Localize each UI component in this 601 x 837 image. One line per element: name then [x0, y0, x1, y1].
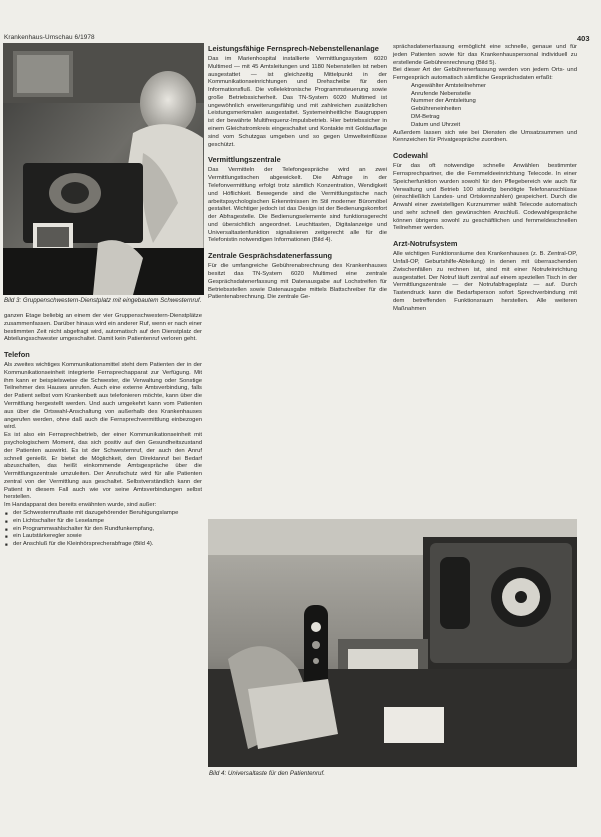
paragraph: Bei dieser Art der Gebührenerfassung werden von jedem Orts- und Ferngespräch automatisch sämtliche Gesprächsdaten erfaßt:	[393, 67, 577, 82]
section-heading-arzt-notruf: Arzt-Notrufsystem	[393, 239, 458, 249]
list-item: ■ der Schwesternruftaste mit dazugehörender Beruhigungslampe	[13, 510, 202, 518]
section-heading-leistung: Leistungsfähige Fernsprech-Nebenstellenanlage	[208, 44, 379, 53]
figure-4-caption: Bild 4: Universaltaste für den Patientenruf.	[209, 770, 325, 777]
paragraph: Das im Marienhospital installierte Vermittlungssystem 6020 Multimed — mit 45 Amtsleitungen und 1180 Nebenstellen ist neben ausgestattet — ist gleichzeitig Mittelpunkt in der Kommunikationseinrichtungen und Drehscheibe für den Informationsfluß. Die vollelektronische Programmsteuerung sowie große Betriebssicherheit. Das TN-System 6020 Multimed ist ungewöhnlich erweiterungsfähig und mit zahlreichen zusätzlichen Leistungsmerkmalen ausgestattet. Systemeinheitliche Baugruppen ist der bewährte Multifrequenz-Impulsbetrieb. Hier betriebssicher in einem Gleichstromkreis eingeschaltet und Kontakte mit Goldauflage sind vom Schutzgas umgeben und so gegen Umwelteinflüsse geschützt.	[208, 56, 387, 148]
section-heading-codewahl: Codewahl	[393, 151, 428, 161]
list-item: Nummer der Amtsleitung	[411, 98, 476, 105]
figure-3-photo	[3, 43, 204, 295]
paragraph: Als zweites wichtiges Kommunikationsmittel steht dem Patienten der in der Kommunikationseinheit integrierte Fernsprechapparat zur Verfügung. Mit ihm kann er beispielsweise die Schwester, die Verwaltung oder Sonstige Teilnehmer des Hauses anrufen. Auch eine externe Amtsverbindung, falls der Patient selbst vom Krankenbett aus telefonieren möchte, kann über die Vermittlung hergestellt werden. Und auch umgekehrt kann vom Patienten aus über die Ortswahl-Anschaltung von außerhalb des Krankenhauses angerufen werden, ohne daß auch die Fernsprechvermittlung einbezogen wird.	[4, 362, 202, 431]
section-heading-telefon: Telefon	[4, 350, 30, 360]
list-item: ■ ein Programmwahlschalter für den Rundfunkempfang,	[13, 526, 202, 534]
paragraph: Alle wichtigen Funktionsräume des Krankenhauses (z. B. Zentral-OP, Unfall-OP, Geburtshilfe-Abteilung) in denen mit überraschenden Zwischenfällen zu rechnen ist, sind mit einer Notrufeinrichtung ausgestattet. Der Notruf läuft zentral auf einem speziellen Tisch in der Vermittlungszentrale — der Notrufabfrageplatz — auf. Durch Tastendruck kann die Bedarfsperson sofort Sprechverbindung mit dem betreffenden Funktionsraum herstellen. Alle weiteren Maßnahmen	[393, 251, 577, 312]
paragraph: Außerdem lassen sich wie bei Diensten die Umsatzsummen und Kennzeichen für Privatgespräche zuordnen.	[393, 129, 577, 144]
data-list	[393, 83, 577, 130]
feature-list	[4, 510, 202, 549]
list-item: Anrufende Nebenstelle	[411, 90, 471, 97]
list-item: ■ ein Lautstärkeregler sowie	[13, 533, 202, 541]
paragraph: Es ist also ein Fernsprechbetrieb, der einer Kommunikationseinheit mit psychologischem Moment, das sich positiv auf den Gesundheitszustand der Patienten auswirkt. Es ist der Schwesternruf, der auch den Anruf schnell genießt. Er bietet die Möglichkeit, den Direktanruf bei Bedarf abzuschalten, das heißt einkommende Amtsgespräche über die Vermittlungszentrale umzuleiten. Der Anrufschutz wird für alle Patienten zentral von der Vermittlung aus geschaltet. Selbstverständlich kann der Patient in diesem Fall auch wie vor seine Amtsverbindungen selbst herstellen.	[4, 432, 202, 501]
paragraph: Das Vermitteln der Telefongespräche wird an zwei Vermittlungstischen abgewickelt. Die Abfrage in der Telefonvermittlung erfolgt trotz sämtlich Konzentration, Wendigkeit und Höflichkeit. Bewegende sind die Vermittlungstische nach arbeitspsychologischen Erkenntnissen im Stil moderner Büromöbel gestaltet. Wichtiger jedoch ist das Design ist der Bedienungskomfort der Abfragestelle. Die Bedienungselemente sind funktionsgerecht und übersichtlich angeordnet. Leuchttasten, Digitalanzeige und Universaltastenfunktion signalisieren zeitgerecht alle für die Telefonistin notwendigen Informationen (Bild 4).	[208, 167, 387, 244]
paragraph: Für die umfangreiche Gebührenabrechnung des Krankenhauses besitzt das TN-System 6020 Multimed eine zentrale Gesprächsdatenerfassung mit Datenausgabe auf Lochstreifen für Betriebsstellen sowie Datenausgabe mittels Blattschreiber für die Patientenabrechnung. Die zentrale Ge-	[208, 263, 387, 301]
running-title: Krankenhaus-Umschau 6/1978	[4, 34, 95, 41]
paragraph: sprächsdatenerfassung ermöglicht eine schnelle, genaue und für jeden Patienten sowie für das Krankenhauspersonal individuell zu erstellende Gebührenrechnung (Bild 5).	[393, 44, 577, 66]
section-heading-vermittlung: Vermittlungszentrale	[208, 155, 281, 165]
paragraph: Im Handapparat des bereits erwähnten wurde, sind außer:	[4, 502, 157, 509]
section-heading-gespraech: Zentrale Gesprächsdatenerfassung	[208, 251, 333, 261]
paragraph: Für das oft notwendige schnelle Anwählen bestimmter Fernsprechpartner, die die Fernmeldeeinrichtung Telecode. In einer Speicherfunktion wurden sowohl für den Pflegebereich wie auch für Verwaltung und Betrieb 100 ständig benötigte Telefonanschlüsse (einschließlich Landes- und Ortskennzahlen) gespeichert. Durch die Anwahl einer zweistelligen Kurznummer wählt Telecode automatisch und sehr schnell den gewünschten Anschluß. Codewahlgespräche können übrigens sowohl zu geschäftlichen und fernmeldeschnellen Teilnehmer werden.	[393, 163, 577, 232]
figure-4-photo	[208, 519, 577, 767]
figure-3-caption: Bild 3: Gruppenschwestern-Dienstplatz mit eingebautem Schwesternruf.	[4, 297, 202, 304]
list-item: Gebühreneinheiten	[411, 106, 462, 113]
column-1	[4, 313, 202, 549]
list-item: DM-Betrag	[411, 114, 440, 121]
list-item: Datum und Uhrzeit	[411, 121, 461, 128]
list-item: ■ der Anschluß für die Kleinhörsprecherabfrage (Bild 4).	[13, 541, 202, 549]
column-2	[208, 44, 387, 302]
column-3	[393, 44, 577, 313]
list-item: Angewählter Amtsteilnehmer	[411, 82, 486, 89]
list-item: ■ ein Lichtschalter für die Leselampe	[13, 518, 202, 526]
page-number: 403	[577, 34, 590, 43]
paragraph: ganzen Etage beliebig an einem der vier Gruppenschwestern-Dienstplätze zusammenfassen. Darüber hinaus wird ein anderer Ruf, wenn er nach einer bestimmten Zeit nicht abgefragt wird, automatisch auf den Dienstplatz der Abteilungsschwester umgeschaltet. Damit kein Patientenruf verloren geht.	[4, 313, 202, 343]
